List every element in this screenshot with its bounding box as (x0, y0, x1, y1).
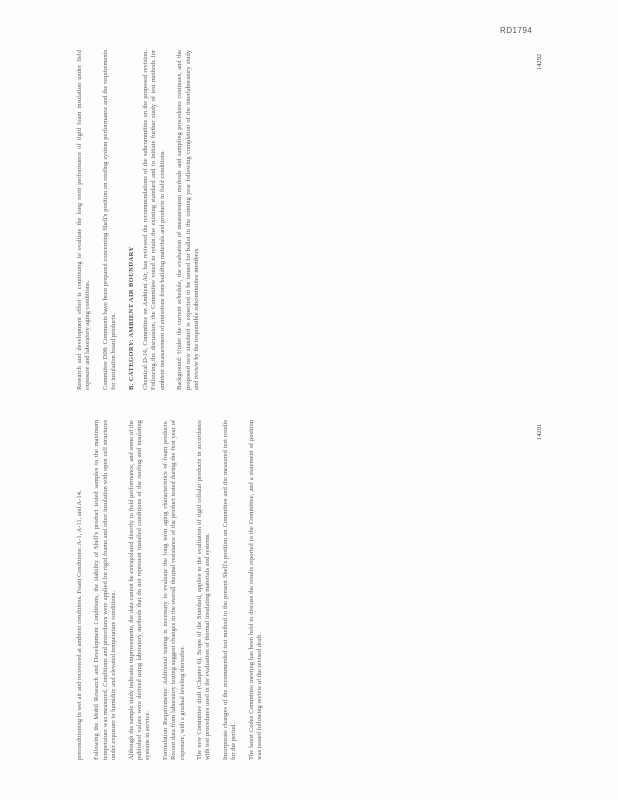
paragraph: Formulation Requirements: Additional testing is necessary to evaluate the long term aging characteristics of foam products. Recent data from laboratory testing suggest changes in the overall thermal resistance of the product tested during the first year of exposure, with a gradual leveling thereafter. (161, 420, 186, 760)
document-id: RD1794 (500, 26, 533, 35)
right-column (76, 50, 546, 390)
paragraph: Following the Mobil Research and Development Conditions, the stability of Shell's product tested samples to the maximum temperature was measured. Conditions and procedures were applied for rigid foams and other insulation with open cell structures under exposure to humidity and elevated temperature conditions. (93, 420, 118, 760)
paragraph: Research and development effort is continuing to evaluate the long term performance of rigid foam insulation under field exposure and laboratory aging conditions. (76, 50, 92, 390)
paragraph: preconditioning in wet air and recovered at ambient conditions. Foam Conditions: A-1, A-11, and A-14. (76, 490, 83, 760)
paragraph: Committee D08: Comments have been prepared concerning Shell's position on roofing system performance and the requirements for insulation board products. (101, 50, 118, 390)
paragraph: Chemical D-16, Committee on Ambient Air, has reviewed the recommendations of the subcommittee on the proposed revision. Following the discussion, the Committee voted to retain the existing standard and to initiate further study of test methods for ambient measurement of emissions from building materials and products in field conditions. (142, 50, 166, 390)
paragraph: Although the sample study indicates improvements, the data cannot be extrapolated directly to field performance, and some of the published values were derived using laboratory methods that do not represent installed conditions of the roofing and insulating systems in service. (127, 420, 152, 760)
paragraph: The new Committee draft (Chapter 6), Scope of the Standard, applies to the evaluation of rigid cellular products in accordance with test procedures used in the evaluation of thermal insulating materials and systems. (196, 420, 212, 760)
page-number-left: 14291 (536, 423, 543, 440)
left-column (76, 420, 546, 760)
page-number-right: 14292 (536, 53, 543, 70)
rotated-content (76, 40, 546, 760)
paragraph: The latest Codes Committee meeting has been held to discuss the results reported to the Committee, and a statement of position was issued following review of the revised draft. (247, 420, 264, 760)
paragraph: Incorporate changes of the recommended test method to the present Shell's position on Committee and the measured test results for the period. (221, 420, 238, 760)
section-heading: B. CATEGORY: AMBIENT AIR BOUNDARY (127, 246, 135, 390)
paragraph: Background: Under the current schedule, the evaluation of measurement methods and sampling procedures continues, and the proposed new standard is expected to be issued for ballot in the coming year following completion of the interlaboratory study and review by the responsible subcommittee members. (176, 50, 201, 390)
